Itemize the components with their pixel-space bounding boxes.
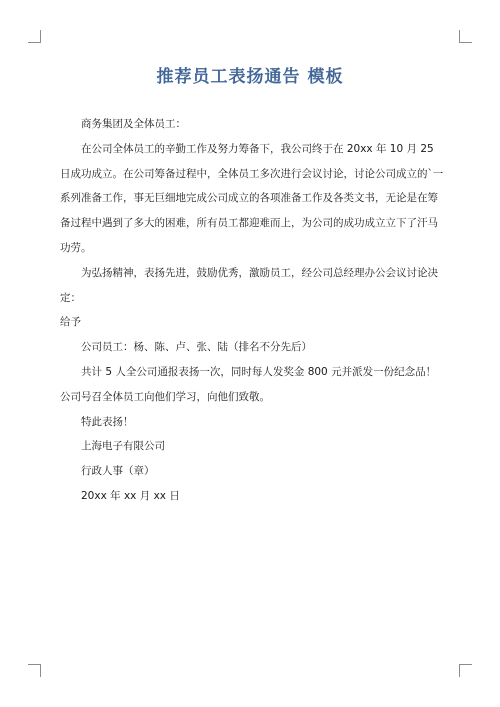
page-corner-mark-bottom-right bbox=[459, 664, 472, 677]
signature-company: 上海电子有限公司 bbox=[81, 440, 165, 453]
signature-date: 20xx 年 xx 月 xx 日 bbox=[81, 489, 180, 502]
page-corner-mark-top-left bbox=[28, 30, 41, 43]
paragraph-grant: 给予 bbox=[60, 316, 81, 329]
document-title: 推荐员工表扬通告 模板 bbox=[156, 67, 344, 87]
salutation: 商务集团及全体员工： bbox=[81, 118, 186, 130]
paragraph-background: 在公司全体员工的辛勤工作及努力筹备下，我公司终于在 20xx 年 10 月 25 日成功成立。在公司筹备过程中，全体员工多次进行会议讨论，讨论公司成立的`一系列准备工作，事无巨细地完成公司成立的各项准备工作及各类文书，无论是在筹备过程中遇到了多大的困难，所有员工都迎难而上，为公司的成功成立立下了汗马功劳。 bbox=[60, 142, 444, 254]
page-corner-mark-bottom-left bbox=[28, 664, 41, 677]
paragraph-decision: 为弘扬精神，表扬先进，鼓励优秀，激励员工，经公司总经理办公会议讨论决定： bbox=[60, 266, 438, 304]
paragraph-closing: 特此表扬！ bbox=[81, 415, 134, 428]
page-corner-mark-top-right bbox=[459, 30, 472, 43]
paragraph-reward: 共计 5 人全公司通报表扬一次，同时每人发奖金 800 元并派发一份纪念品！公司号召全体员工向他们学习，向他们致敬。 bbox=[60, 365, 437, 403]
document-body bbox=[60, 112, 445, 509]
paragraph-employees: 公司员工：杨、陈、卢、张、陆（排名不分先后） bbox=[81, 341, 312, 354]
signature-department: 行政人事（章） bbox=[81, 465, 155, 478]
